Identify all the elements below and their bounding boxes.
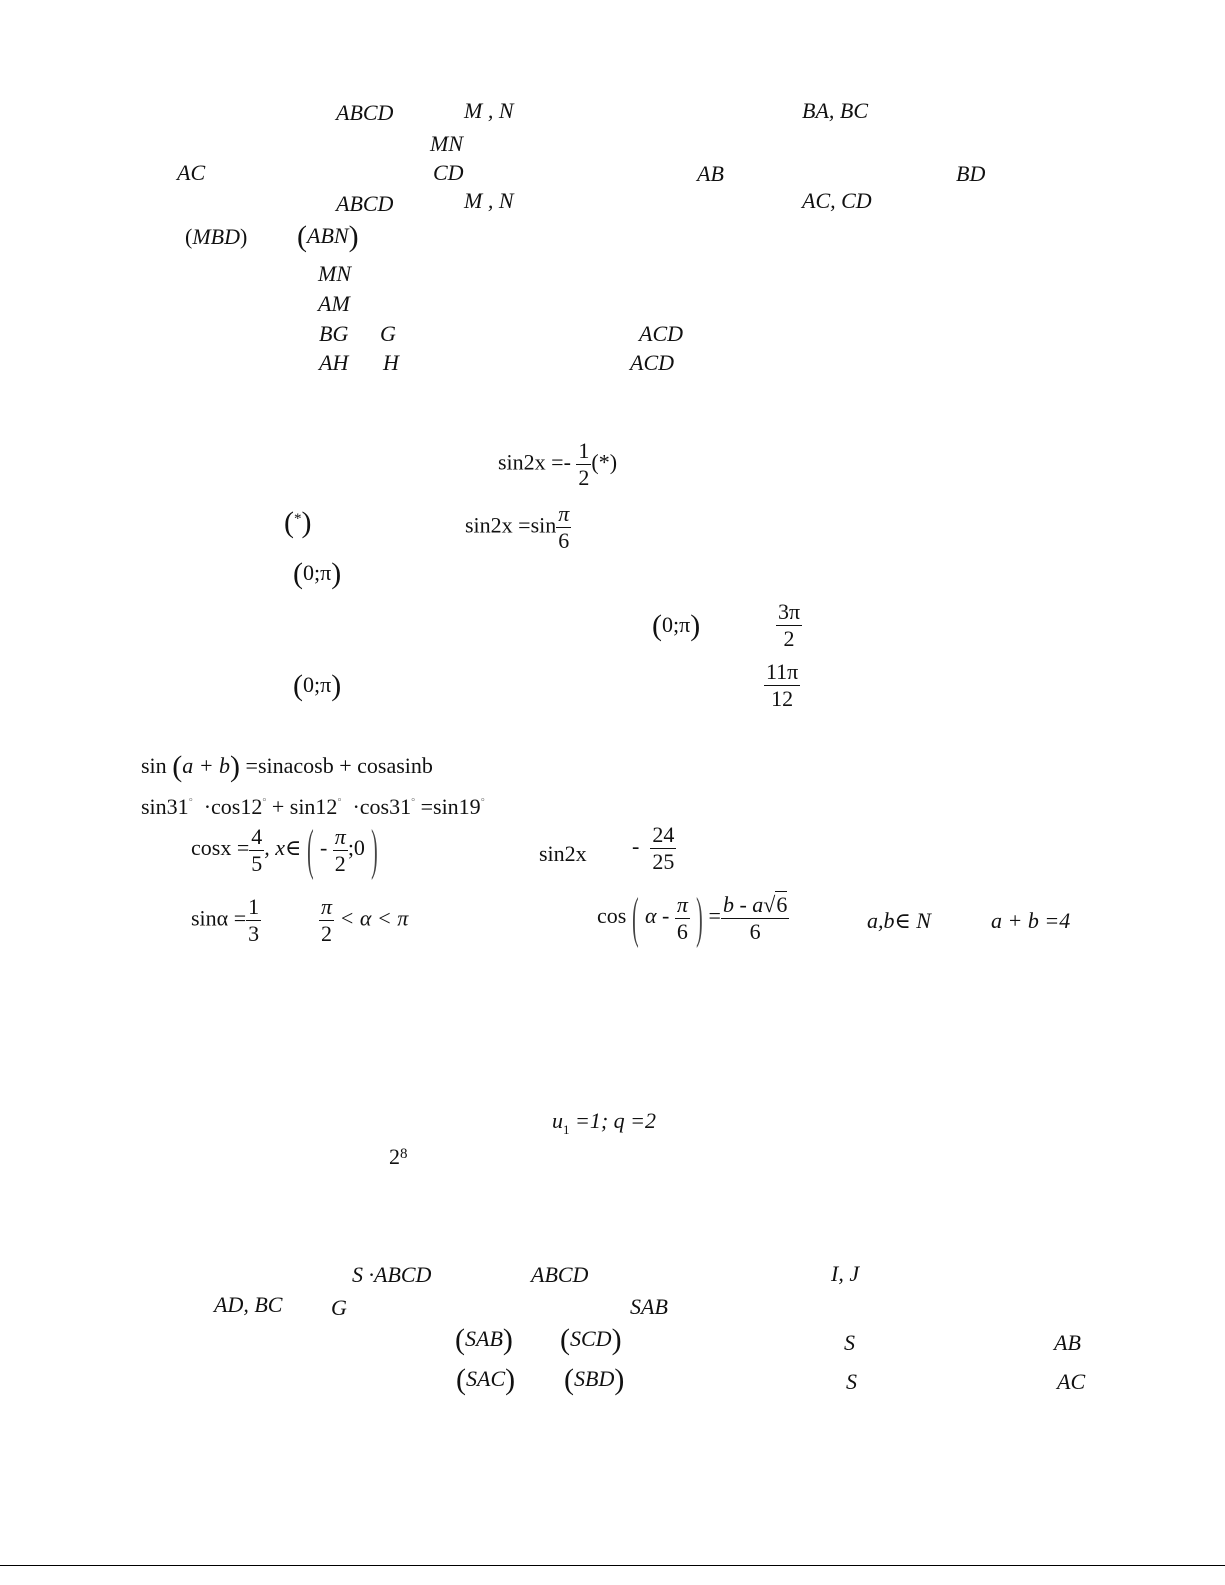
q4-range-den: 2 <box>321 921 333 946</box>
q5-given-u: u <box>552 1108 563 1133</box>
q4-identity: sin (a + b) =sinacosb + cosasinb <box>141 750 433 783</box>
q4-cos-alpha-inum: π <box>676 891 688 917</box>
q6-row2-seg: AC <box>1057 1369 1086 1394</box>
q4-sin2x-answer <box>632 824 676 873</box>
q1-option-b: CD <box>433 160 464 185</box>
q3-star: * <box>294 511 302 527</box>
q4-cos-alpha-eq: = <box>708 903 721 929</box>
q3-star-ref: (*) <box>284 506 312 539</box>
q6-row2-point: S <box>846 1369 857 1394</box>
q3-rewrite-den: 6 <box>558 528 570 553</box>
q5-power <box>389 1146 408 1168</box>
q4-cos-pnum: π <box>334 823 346 849</box>
q6-row1-plane2: (SCD) <box>560 1323 622 1356</box>
q2-plane-mbd-label: MBD <box>192 224 240 249</box>
q5-given-rest: =1; q =2 <box>575 1108 657 1133</box>
q1-option-c: AB <box>697 161 724 186</box>
q4-example-t3: + sin12 <box>271 794 338 819</box>
q4-cos-num: 4 <box>251 823 263 849</box>
q1-solid: ABCD <box>336 100 394 125</box>
q4-condition: a,b∈ N <box>867 908 931 933</box>
q4-range-num: π <box>321 894 333 919</box>
q4-cos-mid: , x∈ <box>264 835 302 861</box>
q1-segments: BA, BC <box>802 98 868 123</box>
q4-sin2x-minus: - <box>632 833 640 859</box>
q4-sum: a + b =4 <box>991 908 1071 933</box>
q6-row1-seg: AB <box>1054 1330 1081 1355</box>
q2-plane-mbd: (MBD) <box>185 224 248 249</box>
degree-icon: ° <box>188 797 193 808</box>
q3-rewrite <box>465 503 571 552</box>
q3-option-interval: (0;π) <box>652 609 701 642</box>
q4-cos-tail: ;0 <box>347 835 365 861</box>
q1-points: M , N <box>464 98 514 123</box>
q3-frac-11pi-num: 11π <box>766 659 799 684</box>
q3-option-interval-text: 0;π <box>662 612 691 637</box>
q4-range-tail: < α < π <box>339 905 409 931</box>
q4-sin-alpha-lhs: sinα = <box>191 905 247 931</box>
q5-given <box>552 1110 656 1136</box>
page-bottom-rule <box>0 1565 1225 1566</box>
q2-solid: ABCD <box>336 191 394 216</box>
q6-face: SAB <box>630 1294 668 1319</box>
q4-example-t1: sin31 <box>141 794 189 819</box>
q6-row1-point: S <box>844 1330 855 1355</box>
q3-equation-tag: (*) <box>591 449 618 475</box>
q6-point-g: G <box>331 1295 347 1320</box>
q6-row1-plane1-label: SAB <box>465 1326 503 1351</box>
q1-option-d: BD <box>956 161 986 186</box>
q5-power-base: 2 <box>389 1144 400 1169</box>
q3-frac-3pi-num: 3π <box>778 599 801 624</box>
q4-cos-alpha: cos ( α - $\frac{\pi}{6}$ ) = $\frac{b - a√6}{6}$ <box>597 887 788 949</box>
q2-option-c-plane: ACD <box>639 321 683 346</box>
q3-interval2: (0;π) <box>293 669 342 702</box>
q3-equation-den: 2 <box>578 465 590 490</box>
q2-points: M , N <box>464 188 514 213</box>
q3-frac-3pi-den: 2 <box>783 626 795 651</box>
q4-cos-given: cosx = $\frac{4}{5}$ , x∈ ( - $\frac{\pi}{2}$ ;0 ) <box>191 819 378 881</box>
q3-interval: (0;π) <box>293 557 342 590</box>
q2-option-d-seg: AH <box>319 350 349 375</box>
degree-icon: ° <box>337 797 342 808</box>
q6-row1-plane1: (SAB) <box>455 1323 513 1356</box>
q4-cos-alpha-iden: 6 <box>676 918 688 944</box>
q3-equation <box>498 440 617 489</box>
q4-alpha-range <box>319 896 408 945</box>
q3-equation-num: 1 <box>578 438 590 463</box>
q6-row1-plane2-label: SCD <box>570 1326 612 1351</box>
q4-cos-lhs: cosx = <box>191 835 250 861</box>
q3-frac-11pi-den: 12 <box>771 686 794 711</box>
q4-sin2x-den: 25 <box>652 849 675 874</box>
q4-identity-sin: sin <box>141 753 167 778</box>
q1-segment-mn: MN <box>430 131 463 156</box>
q3-interval-text: 0;π <box>303 560 332 585</box>
q5-given-sub: 1 <box>563 1122 570 1137</box>
q3-rewrite-num: π <box>558 501 570 526</box>
q6-points: I, J <box>831 1261 860 1286</box>
q3-rewrite-lhs: sin2x =sin <box>465 512 557 538</box>
q4-cos-alpha-rden: 6 <box>749 918 761 944</box>
q4-identity-arg: a + b <box>182 753 231 778</box>
q6-row2-plane2-label: SBD <box>574 1366 615 1391</box>
q4-example-t5: =sin19 <box>420 794 481 819</box>
q2-option-d-point: H <box>383 350 399 375</box>
q6-row2-plane1: (SAC) <box>456 1363 516 1396</box>
q3-equation-lhs: sin2x =- <box>498 449 577 475</box>
q4-identity-rhs: =sinacosb + cosasinb <box>245 753 433 778</box>
q4-sin-alpha <box>191 896 261 945</box>
q2-plane-abn-label: ABN <box>307 223 349 248</box>
q6-pyramid: S ·ABCD <box>352 1262 432 1287</box>
q4-cos-alpha-rnum: b - a <box>722 891 764 917</box>
q6-segments: AD, BC <box>214 1292 283 1317</box>
q4-cos-alpha-cos: cos <box>597 903 627 929</box>
q4-example <box>141 796 485 818</box>
q4-cos-minus: - <box>319 835 333 861</box>
q3-frac-3pi <box>776 601 802 650</box>
q2-plane-abn: (ABN) <box>297 220 359 253</box>
q4-cos-den: 5 <box>251 850 263 876</box>
q5-power-exp: 8 <box>400 1146 408 1162</box>
q4-sin-alpha-den: 3 <box>248 921 260 946</box>
q4-cos-alpha-root: 6 <box>776 891 788 917</box>
q4-cos-pden: 2 <box>334 850 346 876</box>
q3-frac-11pi <box>764 661 800 710</box>
q4-sin2x-label: sin2x <box>539 841 587 866</box>
degree-icon: ° <box>262 797 267 808</box>
degree-icon: ° <box>411 797 416 808</box>
q3-interval2-text: 0;π <box>303 672 332 697</box>
q2-option-d-plane: ACD <box>630 350 674 375</box>
q2-segments: AC, CD <box>802 188 872 213</box>
q2-option-b: AM <box>318 291 350 316</box>
q4-example-t4: ·cos31 <box>352 794 412 819</box>
q2-option-c-point: G <box>380 321 396 346</box>
q2-option-a: MN <box>318 261 351 286</box>
q1-option-a: AC <box>177 160 206 185</box>
q4-cos-alpha-inner: α - <box>644 903 675 929</box>
q4-sin-alpha-num: 1 <box>248 894 260 919</box>
q4-sin2x-num: 24 <box>652 822 675 847</box>
q6-row2-plane2: (SBD) <box>564 1363 625 1396</box>
q2-option-c-seg: BG <box>319 321 349 346</box>
q6-base: ABCD <box>531 1262 589 1287</box>
q6-row2-plane1-label: SAC <box>466 1366 506 1391</box>
degree-icon: ° <box>480 797 485 808</box>
q4-example-t2: ·cos12 <box>203 794 263 819</box>
